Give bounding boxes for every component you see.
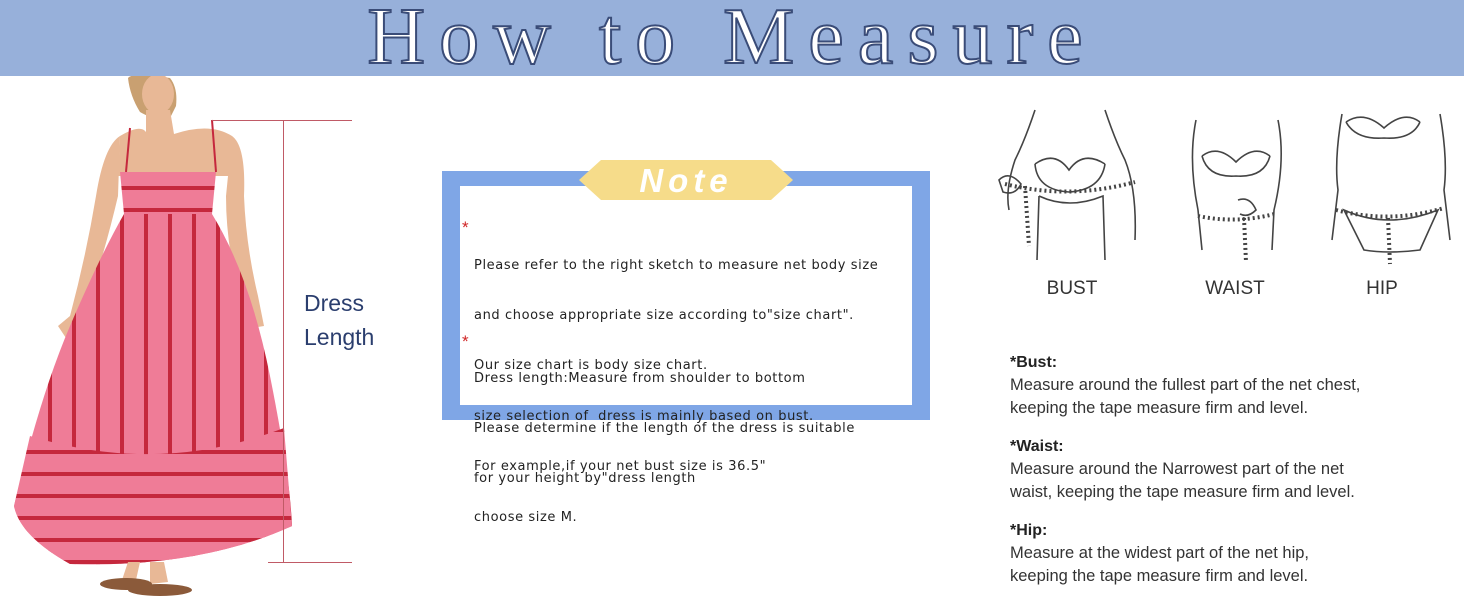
dress-length-label	[304, 286, 374, 354]
note-line: Please refer to the right sketch to measure net body size	[474, 257, 879, 273]
hip-heading: *Hip:	[1010, 522, 1048, 539]
waist-instruction-line: Measure around the Narrowest part of the net	[1010, 460, 1344, 478]
note-line: For example,if your net bust size is 36.5"	[474, 459, 767, 475]
waist-heading: *Waist:	[1010, 438, 1064, 455]
measure-line-top	[212, 120, 352, 121]
note-line: Our size chart is body size chart.	[474, 358, 708, 374]
dress-model-illustration	[0, 76, 300, 600]
note-line: Dress length:Measure from shoulder to bottom	[474, 370, 806, 386]
hip-instruction-line: Measure at the widest part of the net hip,	[1010, 544, 1310, 562]
note-line: size selection of dress is mainly based on bust.	[474, 408, 814, 424]
bust-instruction-line: keeping the tape measure firm and level.	[1010, 399, 1309, 417]
hip-label: HIP	[1366, 278, 1398, 299]
note-tag-label: Note	[639, 162, 733, 199]
measure-line-vertical	[283, 120, 284, 563]
hip-instructions	[1010, 542, 1460, 588]
note-line: for your height by"dress length	[474, 471, 696, 487]
note-paragraph-2	[474, 337, 855, 505]
bust-sketch-icon	[995, 100, 1145, 270]
dress-length-label-line2: Length	[304, 324, 375, 350]
model-photo	[0, 76, 300, 600]
bust-instructions	[1010, 374, 1460, 420]
note-line: Please determine if the length of the dress is suitable	[474, 420, 855, 436]
waist-instruction-line: waist, keeping the tape measure firm and level.	[1010, 483, 1355, 501]
waist-sketch-icon	[1178, 100, 1298, 270]
bust-heading: *Bust:	[1010, 354, 1058, 371]
note-star-2: *	[462, 332, 469, 351]
bust-instruction-line: Measure around the fullest part of the net chest,	[1010, 376, 1361, 394]
header-banner	[0, 0, 1464, 81]
page-title: How to Measure	[367, 0, 1097, 81]
waist-label: WAIST	[1205, 278, 1265, 299]
note-line: and choose appropriate size according to"size chart".	[474, 307, 854, 323]
bust-label: BUST	[1046, 278, 1098, 299]
dress-length-label-line1: Dress	[304, 290, 365, 316]
measure-line-bottom	[268, 562, 352, 563]
note-line: choose size M.	[474, 509, 578, 525]
hip-instruction-line: keeping the tape measure firm and level.	[1010, 567, 1309, 585]
waist-instructions	[1010, 458, 1460, 504]
hip-sketch-icon	[1328, 100, 1454, 270]
note-star-1: *	[462, 218, 469, 237]
